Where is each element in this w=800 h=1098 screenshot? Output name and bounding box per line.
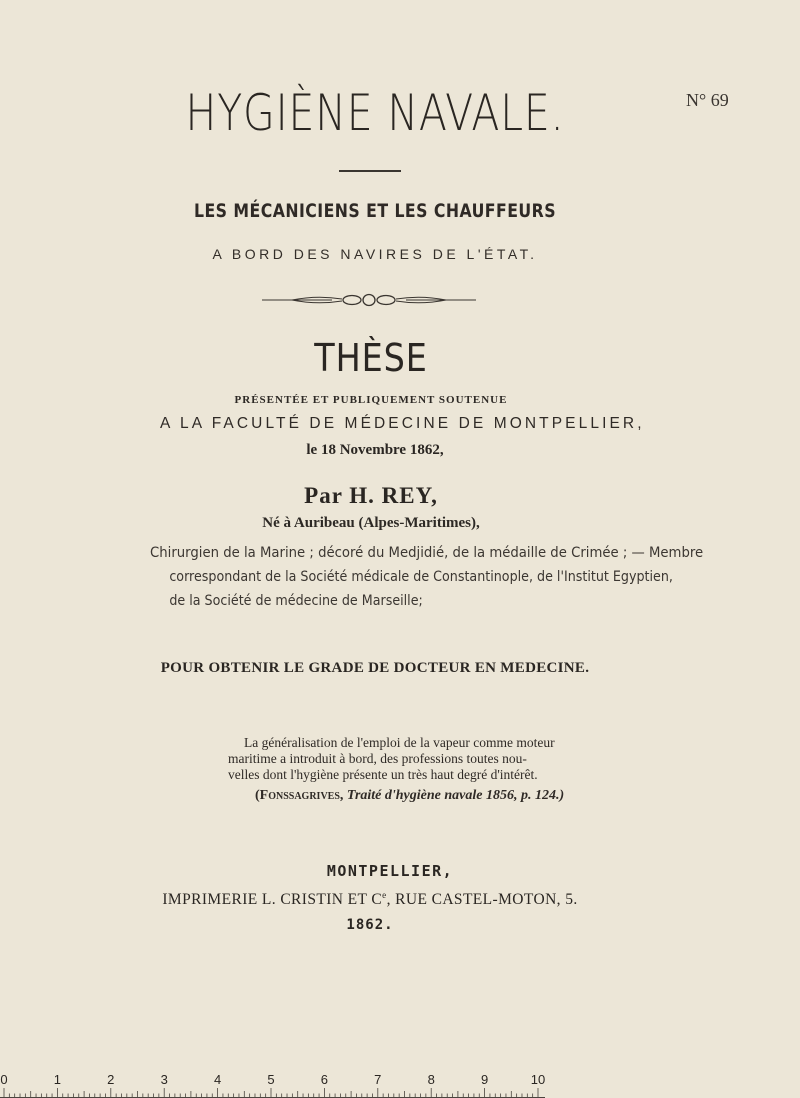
imprint-year: 1862.: [346, 917, 394, 933]
measurement-ruler: [0, 1070, 545, 1098]
epigraph-line: La généralisation de l'emploi de la vapeur comme moteur: [244, 735, 555, 750]
page-title: HYGIÈNE NAVALE.: [185, 84, 565, 142]
presentation-line: PRÉSENTÉE ET PUBLIQUEMENT SOUTENUE: [234, 394, 508, 406]
epigraph-source-author: (Fonssagrives,: [255, 788, 344, 803]
ruler-label: 10: [530, 1072, 545, 1087]
ruler-label: 3: [160, 1072, 168, 1087]
epigraph-line: maritime a introduit à bord, des professions toutes nou-: [228, 751, 527, 766]
degree-line: POUR OBTENIR LE GRADE DE DOCTEUR EN MEDECINE.: [160, 660, 590, 676]
credentials-line: Chirurgien de la Marine ; décoré du Medjidié, de la médaille de Crimée ; — Membre: [150, 545, 704, 561]
author-credentials: [150, 541, 704, 613]
document-number: N° 69: [686, 90, 729, 110]
imprint-city: MONTPELLIER,: [326, 862, 454, 880]
ruler-label: 6: [320, 1072, 329, 1087]
defense-date: le 18 Novembre 1862,: [306, 442, 444, 458]
title-rule: [339, 170, 401, 172]
epigraph-source: [228, 788, 593, 804]
ruler-label: 5: [267, 1072, 275, 1087]
these-heading: THÈSE: [314, 336, 428, 380]
ruler-label: 0: [0, 1072, 8, 1087]
epigraph: [228, 735, 593, 804]
ruler-label: 2: [107, 1072, 115, 1087]
printer-name: IMPRIMERIE L. CRISTIN ET C: [162, 891, 383, 909]
ruler-label: 4: [213, 1072, 222, 1087]
author-name: Par H. REY,: [304, 483, 438, 508]
printer-superscript: e: [382, 890, 387, 900]
credentials-line: de la Société de médecine de Marseille;: [169, 593, 423, 609]
ruler-label: 1: [53, 1072, 62, 1087]
faculty-line: A LA FACULTÉ DE MÉDECINE DE MONTPELLIER,: [160, 415, 645, 432]
ruler-label: 7: [374, 1072, 382, 1087]
imprint-printer: [0, 890, 740, 909]
ruler-label: 8: [427, 1072, 435, 1087]
author-birthplace: Né à Auribeau (Alpes-Maritimes),: [262, 515, 480, 531]
subtitle: LES MÉCANICIENS ET LES CHAUFFEURS: [193, 200, 557, 222]
epigraph-line: velles dont l'hygiène présente un très haut degré d'intérêt.: [228, 767, 538, 782]
subtitle-secondary: A BORD DES NAVIRES DE L'ÉTAT.: [212, 246, 538, 262]
printer-address: , RUE CASTEL-MOTON, 5.: [386, 891, 578, 909]
credentials-line: correspondant de la Société médicale de Constantinople, de l'Institut Egyptien,: [169, 569, 673, 585]
epigraph-source-work: Traité d'hygiène navale 1856, p. 124.): [346, 788, 565, 803]
ruler-label: 9: [480, 1072, 489, 1087]
ornament-divider: [262, 292, 476, 308]
